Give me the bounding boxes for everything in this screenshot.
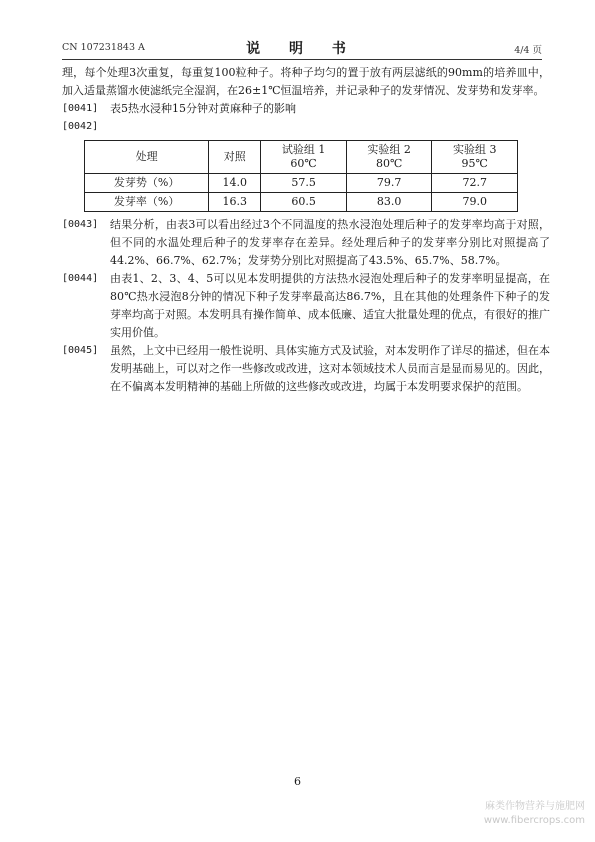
watermark-line: 麻类作物营养与施肥网	[485, 801, 585, 812]
table-row	[85, 193, 518, 212]
watermark-line: www.fibercrops.com	[483, 815, 585, 826]
paragraph-number: [0044]	[62, 273, 99, 284]
table-ref-row	[62, 118, 550, 136]
paragraph-text: 由表1、2、3、4、5可以见本发明提供的方法热水浸泡处理后种子的发芽率明显提高，在80℃热水浸泡8分钟的情况下种子发芽率最高达86.7%，且在其他的处理条件下种子的发芽率均高于对照。本发明具有操作简单、成本低廉、适宜大批量处理的优点，有很好的推广实用价值。	[110, 272, 550, 339]
document-body	[62, 64, 550, 396]
caption-number: [0041]	[62, 103, 99, 114]
paragraph-number: [0045]	[62, 345, 99, 356]
table-cell: 57.5	[261, 174, 347, 193]
intro-paragraph: 理，每个处理3次重复，每重复100粒种子。将种子均匀的置于放有两层滤纸的90mm的培养皿中，加入适量蒸馏水使滤纸完全湿润，在26±1℃恒温培养，并记录种子的发芽情况、发芽势和发芽率。	[62, 66, 550, 97]
table-cell: 79.7	[346, 174, 432, 193]
paragraph-text: 虽然，上文中已经用一般性说明、具体实施方式及试验，对本发明作了详尽的描述，但在本发明基础上，可以对之作一些修改或改进，这对本领域技术人员而言是显而易见的。因此，在不偏离本发明精神的基础上所做的这些修改或改进，均属于本发明要求保护的范围。	[110, 344, 550, 393]
paragraph-0044	[62, 270, 550, 342]
table-row	[85, 174, 518, 193]
table-cell: 发芽势（%）	[85, 174, 209, 193]
table-header-cell: 实验组 3 95℃	[432, 141, 518, 174]
table-cell: 79.0	[432, 193, 518, 212]
caption-text: 表5热水浸种15分钟对黄麻种子的影响	[110, 102, 296, 115]
paragraph-0045	[62, 342, 550, 396]
table-header-cell: 实验组 2 80℃	[346, 141, 432, 174]
table-header-cell: 对照	[209, 141, 261, 174]
page-number: 6	[294, 775, 301, 788]
table-cell: 16.3	[209, 193, 261, 212]
paragraph-0043	[62, 216, 550, 270]
table-caption	[62, 100, 550, 118]
table-header-cell: 试验组 1 60℃	[261, 141, 347, 174]
header-divider	[62, 59, 542, 60]
page-info: 4/4 页	[514, 45, 542, 56]
table-cell: 14.0	[209, 174, 261, 193]
page-header	[62, 38, 542, 58]
table-header-cell: 处理	[85, 141, 209, 174]
paragraph-number: [0043]	[62, 219, 99, 230]
table-header-row	[85, 141, 518, 174]
table-cell: 发芽率（%）	[85, 193, 209, 212]
doc-title: 说 明 书	[246, 41, 358, 57]
paragraph-text: 结果分析，由表3可以看出经过3个不同温度的热水浸泡处理后种子的发芽率均高于对照，但不同的水温处理后种子的发芽率存在差异。经处理后种子的发芽率分别比对照提高了44.2%、66.7%、62.7%；发芽势分别比对照提高了43.5%、65.7%、58.7%。	[110, 218, 550, 267]
table-cell: 60.5	[261, 193, 347, 212]
table-cell: 83.0	[346, 193, 432, 212]
site-watermark	[484, 800, 585, 828]
data-table	[84, 140, 518, 212]
table-ref-number: [0042]	[62, 121, 99, 132]
table-cell: 72.7	[432, 174, 518, 193]
doc-number: CN 107231843 A	[62, 42, 145, 53]
